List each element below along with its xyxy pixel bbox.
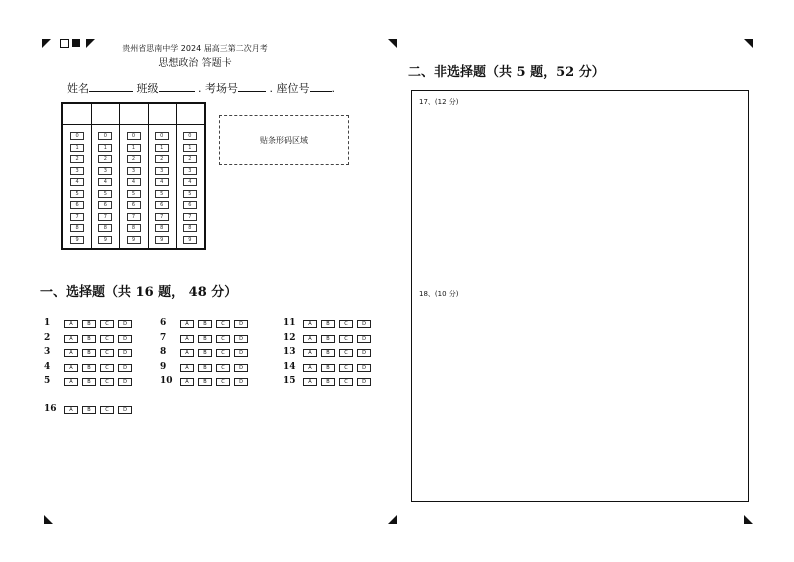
question-number: 15 (283, 376, 296, 386)
option-bubble-a[interactable]: A (64, 320, 78, 328)
id-digit-bubble[interactable]: 5 (183, 190, 197, 198)
option-bubble-b[interactable]: B (82, 378, 96, 386)
option-bubble-c[interactable]: C (339, 335, 353, 343)
subject-title: 思想政治 答题卡 (158, 58, 232, 69)
question-number: 14 (283, 362, 296, 372)
option-bubble-d[interactable]: D (234, 320, 248, 328)
id-digit-bubble[interactable]: 9 (155, 236, 169, 244)
question-number: 12 (283, 333, 296, 343)
option-bubble-b[interactable]: B (82, 349, 96, 357)
option-bubble-c[interactable]: C (100, 335, 114, 343)
option-bubble-b[interactable]: B (82, 335, 96, 343)
option-bubble-d[interactable]: D (234, 378, 248, 386)
id-digit-bubble[interactable]: 2 (70, 155, 84, 163)
registration-mark (744, 515, 753, 524)
id-digit-bubble[interactable]: 7 (155, 213, 169, 221)
id-digit-bubble[interactable]: 5 (155, 190, 169, 198)
id-digit-bubble[interactable]: 9 (70, 236, 84, 244)
id-digit-bubble[interactable]: 8 (183, 224, 197, 232)
question-18-label: 18、(10 分) (419, 290, 459, 298)
option-bubble-a[interactable]: A (303, 364, 317, 372)
name-field[interactable] (89, 91, 133, 92)
id-digit-bubble[interactable]: 0 (183, 132, 197, 140)
option-bubble-b[interactable]: B (82, 364, 96, 372)
name-label: 姓名 (67, 82, 89, 95)
id-digit-bubble[interactable]: 1 (155, 144, 169, 152)
option-bubble-a[interactable]: A (303, 378, 317, 386)
option-bubble-a[interactable]: A (64, 406, 78, 414)
question-number: 16 (44, 404, 57, 414)
option-bubble-a[interactable]: A (64, 364, 78, 372)
option-bubble-c[interactable]: C (216, 364, 230, 372)
id-digit-bubble[interactable]: 5 (127, 190, 141, 198)
option-bubble-d[interactable]: D (118, 364, 132, 372)
id-digit-bubble[interactable]: 0 (155, 132, 169, 140)
option-bubble-b[interactable]: B (198, 335, 212, 343)
option-bubble-a[interactable]: A (180, 378, 194, 386)
option-bubble-a[interactable]: A (180, 364, 194, 372)
id-digit-bubble[interactable]: 8 (70, 224, 84, 232)
section1-title: 一、选择题（共 16 题， 48 分） (40, 285, 238, 300)
option-bubble-a[interactable]: A (64, 378, 78, 386)
option-bubble-d[interactable]: D (118, 349, 132, 357)
option-bubble-c[interactable]: C (216, 378, 230, 386)
registration-mark (44, 515, 53, 524)
question-number: 1 (44, 318, 51, 328)
option-bubble-b[interactable]: B (321, 378, 335, 386)
id-digit-bubble[interactable]: 0 (98, 132, 112, 140)
id-digit-bubble[interactable]: 1 (98, 144, 112, 152)
id-grid-divider (119, 104, 120, 248)
question-number: 10 (160, 376, 173, 386)
id-digit-bubble[interactable]: 4 (183, 178, 197, 186)
exam-id-grid (61, 102, 206, 250)
id-digit-bubble[interactable]: 8 (127, 224, 141, 232)
id-digit-bubble[interactable]: 0 (70, 132, 84, 140)
option-bubble-c[interactable]: C (339, 364, 353, 372)
question-number: 11 (283, 318, 296, 328)
option-bubble-d[interactable]: D (357, 364, 371, 372)
id-digit-bubble[interactable]: 3 (127, 167, 141, 175)
option-bubble-a[interactable]: A (303, 320, 317, 328)
seat-field[interactable] (310, 91, 332, 92)
option-bubble-b[interactable]: B (321, 364, 335, 372)
question-number: 13 (283, 347, 296, 357)
id-digit-bubble[interactable]: 4 (127, 178, 141, 186)
id-digit-bubble[interactable]: 6 (98, 201, 112, 209)
id-grid-divider (91, 104, 92, 248)
id-digit-bubble[interactable]: 6 (127, 201, 141, 209)
id-digit-bubble[interactable]: 4 (70, 178, 84, 186)
registration-mark (388, 515, 397, 524)
option-bubble-b[interactable]: B (321, 349, 335, 357)
answer-box[interactable] (411, 90, 749, 502)
option-bubble-b[interactable]: B (198, 320, 212, 328)
option-bubble-c[interactable]: C (216, 320, 230, 328)
option-bubble-d[interactable]: D (357, 378, 371, 386)
question-number: 9 (160, 362, 167, 372)
option-bubble-a[interactable]: A (64, 335, 78, 343)
id-digit-bubble[interactable]: 4 (155, 178, 169, 186)
option-bubble-d[interactable]: D (118, 320, 132, 328)
option-bubble-a[interactable]: A (180, 320, 194, 328)
id-digit-bubble[interactable]: 2 (155, 155, 169, 163)
question-17-label: 17、(12 分) (419, 98, 459, 106)
id-digit-bubble[interactable]: 1 (127, 144, 141, 152)
id-digit-bubble[interactable]: 4 (98, 178, 112, 186)
option-bubble-d[interactable]: D (118, 406, 132, 414)
room-label: . 考场号 (198, 82, 238, 95)
question-number: 6 (160, 318, 167, 328)
question-number: 4 (44, 362, 51, 372)
option-bubble-a[interactable]: A (180, 335, 194, 343)
id-digit-bubble[interactable]: 6 (70, 201, 84, 209)
option-bubble-d[interactable]: D (118, 378, 132, 386)
option-bubble-a[interactable]: A (303, 349, 317, 357)
option-bubble-b[interactable]: B (321, 320, 335, 328)
option-bubble-a[interactable]: A (180, 349, 194, 357)
id-digit-bubble[interactable]: 3 (70, 167, 84, 175)
id-digit-bubble[interactable]: 6 (155, 201, 169, 209)
option-bubble-b[interactable]: B (198, 378, 212, 386)
question-number: 5 (44, 376, 51, 386)
room-field[interactable] (238, 91, 266, 92)
id-grid-header-line (63, 124, 204, 125)
registration-mark (744, 39, 753, 48)
id-digit-bubble[interactable]: 0 (127, 132, 141, 140)
id-digit-bubble[interactable]: 8 (155, 224, 169, 232)
question-number: 3 (44, 347, 51, 357)
class-field[interactable] (159, 91, 195, 92)
section2-title: 二、非选择题（共 5 题，52 分） (408, 65, 605, 80)
option-bubble-c[interactable]: C (339, 320, 353, 328)
option-bubble-d[interactable]: D (234, 349, 248, 357)
question-number: 2 (44, 333, 51, 343)
id-digit-bubble[interactable]: 3 (183, 167, 197, 175)
option-bubble-c[interactable]: C (100, 320, 114, 328)
id-digit-bubble[interactable]: 9 (183, 236, 197, 244)
option-bubble-c[interactable]: C (100, 378, 114, 386)
id-digit-bubble[interactable]: 9 (127, 236, 141, 244)
id-digit-bubble[interactable]: 3 (98, 167, 112, 175)
option-bubble-c[interactable]: C (100, 349, 114, 357)
option-bubble-c[interactable]: C (339, 349, 353, 357)
option-bubble-a[interactable]: A (64, 349, 78, 357)
option-bubble-d[interactable]: D (118, 335, 132, 343)
id-digit-bubble[interactable]: 6 (183, 201, 197, 209)
student-info-line: 姓名 班级 . 考场号 . 座位号 . (67, 82, 335, 95)
id-digit-bubble[interactable]: 5 (70, 190, 84, 198)
id-digit-bubble[interactable]: 7 (70, 213, 84, 221)
id-digit-bubble[interactable]: 1 (70, 144, 84, 152)
option-bubble-c[interactable]: C (100, 364, 114, 372)
question-number: 7 (160, 333, 167, 343)
id-digit-bubble[interactable]: 1 (183, 144, 197, 152)
option-bubble-b[interactable]: B (82, 406, 96, 414)
option-bubble-d[interactable]: D (357, 349, 371, 357)
id-digit-bubble[interactable]: 3 (155, 167, 169, 175)
option-bubble-d[interactable]: D (234, 364, 248, 372)
id-digit-bubble[interactable]: 9 (98, 236, 112, 244)
question-number: 8 (160, 347, 167, 357)
id-digit-bubble[interactable]: 2 (183, 155, 197, 163)
option-bubble-d[interactable]: D (357, 335, 371, 343)
option-bubble-c[interactable]: C (216, 335, 230, 343)
school-exam-title: 贵州省思南中学 2024 届高三第二次月考 (122, 44, 268, 53)
option-bubble-b[interactable]: B (321, 335, 335, 343)
id-digit-bubble[interactable]: 7 (127, 213, 141, 221)
option-bubble-c[interactable]: C (100, 406, 114, 414)
id-digit-bubble[interactable]: 7 (183, 213, 197, 221)
id-digit-bubble[interactable]: 5 (98, 190, 112, 198)
option-bubble-d[interactable]: D (357, 320, 371, 328)
option-bubble-c[interactable]: C (339, 378, 353, 386)
id-digit-bubble[interactable]: 2 (98, 155, 112, 163)
id-grid-divider (176, 104, 177, 248)
seat-label: . 座位号 (269, 82, 310, 95)
barcode-label: 贴条形码区域 (260, 135, 308, 145)
option-bubble-d[interactable]: D (234, 335, 248, 343)
option-bubble-a[interactable]: A (303, 335, 317, 343)
option-bubble-b[interactable]: B (198, 364, 212, 372)
option-bubble-b[interactable]: B (198, 349, 212, 357)
option-bubble-c[interactable]: C (216, 349, 230, 357)
option-bubble-b[interactable]: B (82, 320, 96, 328)
barcode-area (219, 115, 349, 165)
id-grid-divider (148, 104, 149, 248)
id-digit-bubble[interactable]: 7 (98, 213, 112, 221)
class-label: 班级 (136, 82, 159, 95)
id-digit-bubble[interactable]: 2 (127, 155, 141, 163)
id-digit-bubble[interactable]: 8 (98, 224, 112, 232)
